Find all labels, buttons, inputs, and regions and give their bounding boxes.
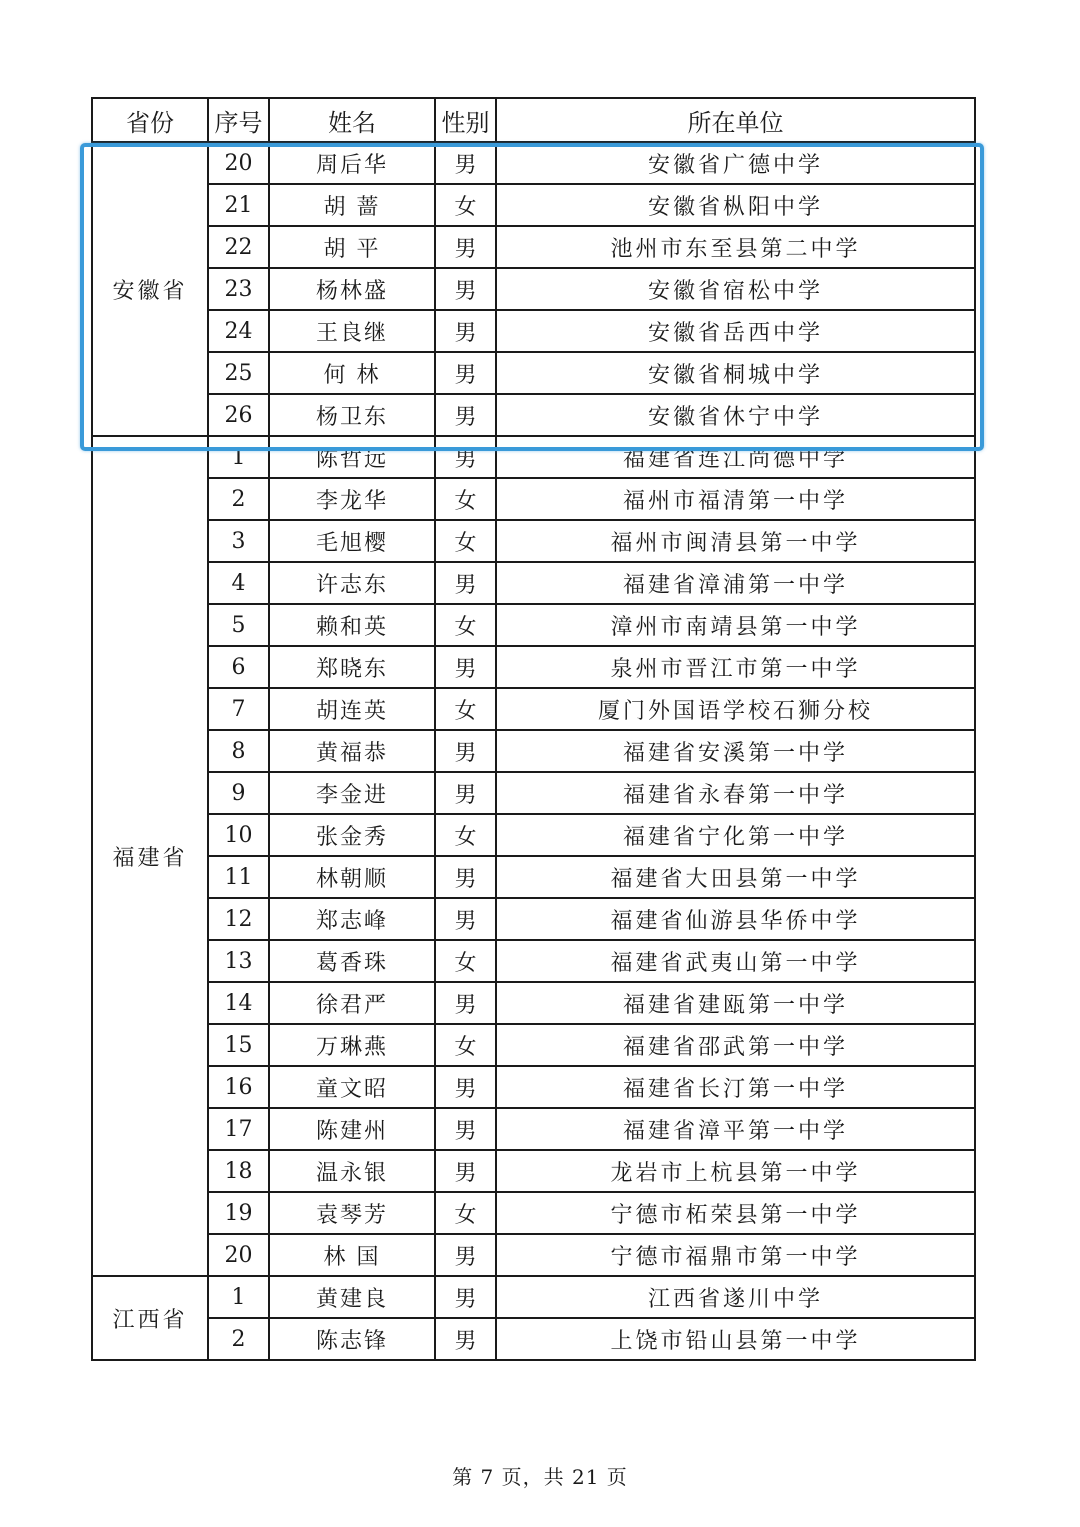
person-name-cell: 林朝顺 bbox=[269, 856, 435, 898]
gender-cell: 男 bbox=[435, 1234, 496, 1276]
table-row bbox=[92, 898, 975, 940]
gender-cell: 女 bbox=[435, 1192, 496, 1234]
gender-cell: 男 bbox=[435, 436, 496, 478]
unit-cell: 福建省建瓯第一中学 bbox=[496, 982, 975, 1024]
gender-cell: 男 bbox=[435, 394, 496, 436]
row-number-cell: 12 bbox=[208, 898, 269, 940]
table-row bbox=[92, 1192, 975, 1234]
gender-cell: 男 bbox=[435, 1318, 496, 1360]
table-row bbox=[92, 1234, 975, 1276]
person-name-cell: 杨卫东 bbox=[269, 394, 435, 436]
table-row bbox=[92, 520, 975, 562]
person-name-cell: 葛香珠 bbox=[269, 940, 435, 982]
unit-cell: 泉州市晋江市第一中学 bbox=[496, 646, 975, 688]
header-number: 序号 bbox=[208, 98, 269, 142]
row-number-cell: 26 bbox=[208, 394, 269, 436]
person-name-cell: 陈志锋 bbox=[269, 1318, 435, 1360]
unit-cell: 安徽省宿松中学 bbox=[496, 268, 975, 310]
row-number-cell: 10 bbox=[208, 814, 269, 856]
gender-cell: 男 bbox=[435, 352, 496, 394]
gender-cell: 男 bbox=[435, 562, 496, 604]
person-name-cell: 万琳燕 bbox=[269, 1024, 435, 1066]
unit-cell: 江西省遂川中学 bbox=[496, 1276, 975, 1318]
row-number-cell: 22 bbox=[208, 226, 269, 268]
table-row bbox=[92, 478, 975, 520]
header-gender: 性别 bbox=[435, 98, 496, 142]
province-cell: 江西省 bbox=[92, 1276, 208, 1360]
table-row bbox=[92, 1024, 975, 1066]
row-number-cell: 7 bbox=[208, 688, 269, 730]
unit-cell: 宁德市柘荣县第一中学 bbox=[496, 1192, 975, 1234]
row-number-cell: 24 bbox=[208, 310, 269, 352]
row-number-cell: 21 bbox=[208, 184, 269, 226]
person-name-cell: 毛旭樱 bbox=[269, 520, 435, 562]
gender-cell: 男 bbox=[435, 898, 496, 940]
row-number-cell: 1 bbox=[208, 436, 269, 478]
row-number-cell: 20 bbox=[208, 1234, 269, 1276]
gender-cell: 男 bbox=[435, 268, 496, 310]
person-name-cell: 陈建州 bbox=[269, 1108, 435, 1150]
gender-cell: 女 bbox=[435, 1024, 496, 1066]
unit-cell: 福州市福清第一中学 bbox=[496, 478, 975, 520]
row-number-cell: 2 bbox=[208, 1318, 269, 1360]
gender-cell: 男 bbox=[435, 1276, 496, 1318]
unit-cell: 安徽省桐城中学 bbox=[496, 352, 975, 394]
person-name-cell: 胡连英 bbox=[269, 688, 435, 730]
person-name-cell: 许志东 bbox=[269, 562, 435, 604]
row-number-cell: 11 bbox=[208, 856, 269, 898]
page-footer: 第 7 页，共 21 页 bbox=[452, 1465, 628, 1489]
unit-cell: 福建省宁化第一中学 bbox=[496, 814, 975, 856]
gender-cell: 男 bbox=[435, 1150, 496, 1192]
table-row bbox=[92, 982, 975, 1024]
person-name-cell: 何 林 bbox=[269, 352, 435, 394]
gender-cell: 男 bbox=[435, 982, 496, 1024]
unit-cell: 福建省邵武第一中学 bbox=[496, 1024, 975, 1066]
person-name-cell: 黄建良 bbox=[269, 1276, 435, 1318]
table-row bbox=[92, 814, 975, 856]
table-row bbox=[92, 1318, 975, 1360]
header-row bbox=[92, 98, 975, 142]
unit-cell: 福建省漳平第一中学 bbox=[496, 1108, 975, 1150]
row-number-cell: 18 bbox=[208, 1150, 269, 1192]
gender-cell: 女 bbox=[435, 940, 496, 982]
person-name-cell: 周后华 bbox=[269, 142, 435, 184]
table-row bbox=[92, 1150, 975, 1192]
person-name-cell: 黄福恭 bbox=[269, 730, 435, 772]
person-name-cell: 郑晓东 bbox=[269, 646, 435, 688]
row-number-cell: 6 bbox=[208, 646, 269, 688]
person-name-cell: 杨林盛 bbox=[269, 268, 435, 310]
unit-cell: 福建省连江尚德中学 bbox=[496, 436, 975, 478]
person-name-cell: 徐君严 bbox=[269, 982, 435, 1024]
person-name-cell: 李金进 bbox=[269, 772, 435, 814]
table-row bbox=[92, 646, 975, 688]
table-row bbox=[92, 604, 975, 646]
row-number-cell: 9 bbox=[208, 772, 269, 814]
unit-cell: 福建省安溪第一中学 bbox=[496, 730, 975, 772]
gender-cell: 女 bbox=[435, 520, 496, 562]
row-number-cell: 19 bbox=[208, 1192, 269, 1234]
row-number-cell: 3 bbox=[208, 520, 269, 562]
person-name-cell: 王良继 bbox=[269, 310, 435, 352]
unit-cell: 宁德市福鼎市第一中学 bbox=[496, 1234, 975, 1276]
row-number-cell: 20 bbox=[208, 142, 269, 184]
unit-cell: 福建省大田县第一中学 bbox=[496, 856, 975, 898]
row-number-cell: 13 bbox=[208, 940, 269, 982]
table-row bbox=[92, 1108, 975, 1150]
table-row bbox=[92, 856, 975, 898]
table-row bbox=[92, 730, 975, 772]
selection-highlight-box bbox=[80, 143, 984, 451]
table-row bbox=[92, 940, 975, 982]
person-name-cell: 陈哲远 bbox=[269, 436, 435, 478]
person-name-cell: 李龙华 bbox=[269, 478, 435, 520]
header-unit: 所在单位 bbox=[496, 98, 975, 142]
gender-cell: 男 bbox=[435, 646, 496, 688]
gender-cell: 女 bbox=[435, 184, 496, 226]
gender-cell: 女 bbox=[435, 604, 496, 646]
table-row bbox=[92, 688, 975, 730]
row-number-cell: 23 bbox=[208, 268, 269, 310]
gender-cell: 女 bbox=[435, 688, 496, 730]
unit-cell: 福建省永春第一中学 bbox=[496, 772, 975, 814]
gender-cell: 男 bbox=[435, 772, 496, 814]
person-name-cell: 林 国 bbox=[269, 1234, 435, 1276]
row-number-cell: 1 bbox=[208, 1276, 269, 1318]
gender-cell: 男 bbox=[435, 226, 496, 268]
person-name-cell: 赖和英 bbox=[269, 604, 435, 646]
person-name-cell: 胡 平 bbox=[269, 226, 435, 268]
table-row bbox=[92, 562, 975, 604]
row-number-cell: 16 bbox=[208, 1066, 269, 1108]
person-name-cell: 袁琴芳 bbox=[269, 1192, 435, 1234]
row-number-cell: 4 bbox=[208, 562, 269, 604]
gender-cell: 男 bbox=[435, 310, 496, 352]
unit-cell: 福建省武夷山第一中学 bbox=[496, 940, 975, 982]
row-number-cell: 5 bbox=[208, 604, 269, 646]
gender-cell: 女 bbox=[435, 814, 496, 856]
person-name-cell: 童文昭 bbox=[269, 1066, 435, 1108]
person-name-cell: 温永银 bbox=[269, 1150, 435, 1192]
unit-cell: 福建省长汀第一中学 bbox=[496, 1066, 975, 1108]
row-number-cell: 2 bbox=[208, 478, 269, 520]
unit-cell: 福建省仙游县华侨中学 bbox=[496, 898, 975, 940]
header-name: 姓名 bbox=[269, 98, 435, 142]
table-row bbox=[92, 1066, 975, 1108]
row-number-cell: 17 bbox=[208, 1108, 269, 1150]
row-number-cell: 25 bbox=[208, 352, 269, 394]
row-number-cell: 14 bbox=[208, 982, 269, 1024]
person-name-cell: 郑志峰 bbox=[269, 898, 435, 940]
person-name-cell: 胡 蔷 bbox=[269, 184, 435, 226]
gender-cell: 男 bbox=[435, 1108, 496, 1150]
unit-cell: 漳州市南靖县第一中学 bbox=[496, 604, 975, 646]
unit-cell: 安徽省广德中学 bbox=[496, 142, 975, 184]
gender-cell: 男 bbox=[435, 730, 496, 772]
unit-cell: 福建省漳浦第一中学 bbox=[496, 562, 975, 604]
gender-cell: 男 bbox=[435, 856, 496, 898]
person-name-cell: 张金秀 bbox=[269, 814, 435, 856]
row-number-cell: 15 bbox=[208, 1024, 269, 1066]
unit-cell: 安徽省枞阳中学 bbox=[496, 184, 975, 226]
unit-cell: 安徽省岳西中学 bbox=[496, 310, 975, 352]
gender-cell: 男 bbox=[435, 1066, 496, 1108]
province-cell: 福建省 bbox=[92, 436, 208, 1276]
row-number-cell: 8 bbox=[208, 730, 269, 772]
table-row bbox=[92, 772, 975, 814]
table-row bbox=[92, 1276, 975, 1318]
unit-cell: 龙岩市上杭县第一中学 bbox=[496, 1150, 975, 1192]
unit-cell: 安徽省休宁中学 bbox=[496, 394, 975, 436]
unit-cell: 池州市东至县第二中学 bbox=[496, 226, 975, 268]
province-cell: 安徽省 bbox=[92, 142, 208, 436]
gender-cell: 女 bbox=[435, 478, 496, 520]
unit-cell: 福州市闽清县第一中学 bbox=[496, 520, 975, 562]
unit-cell: 厦门外国语学校石狮分校 bbox=[496, 688, 975, 730]
gender-cell: 男 bbox=[435, 142, 496, 184]
header-province: 省份 bbox=[92, 98, 208, 142]
unit-cell: 上饶市铅山县第一中学 bbox=[496, 1318, 975, 1360]
